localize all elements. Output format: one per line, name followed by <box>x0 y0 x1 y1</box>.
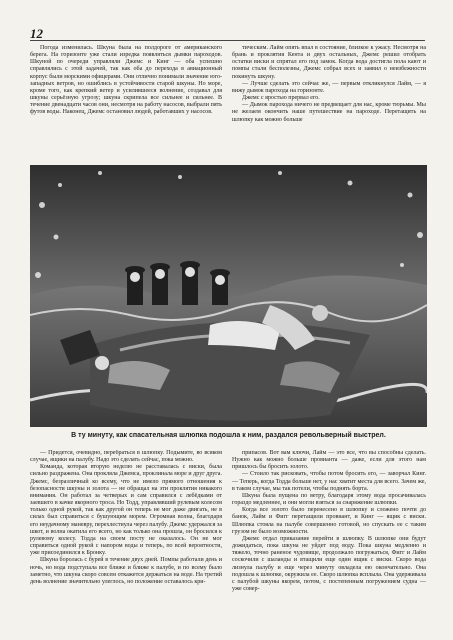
page-number: 12 <box>30 26 43 41</box>
paragraph: — Лучше сделать это сейчас же, — первым откликнулся Лайм, — я вижу дымок парохода на горизонте. <box>232 80 426 94</box>
lifeboat-scene-illustration <box>30 165 427 427</box>
header-rule <box>30 40 425 41</box>
text-column-bottom-left <box>30 450 222 626</box>
text-column-top-right <box>232 45 426 163</box>
paragraph: — Придется, очевидно, перебраться в шлюпку. Подымите, во всяком случае, ящики на палубу. Надо это сделать сейчас, пока можно. <box>30 450 222 464</box>
paragraph: тическим. Лайм опять впал в состояние, близкое к ужасу. Несмотря на брань и проклятия Кента и двух остальных, Джемс решил отобрать остатки виски и спрятал его под замок. Когда вода достигла пола кают и помпы стали бесполезны, Джемс собрал всех и заявил о неизбежности покинуть шкуну. <box>232 45 426 80</box>
text-column-bottom-right <box>232 450 426 626</box>
paragraph: Погода изменилась. Шкуна была на полдороге от американского берега. На горизонте уже стали изредка появляться дымки пароходов. Шкуной по очереди управляли Джемс и Кинг — оба успешно справлялись с этой задачей, так как оба до перехода в авиационный корпус были морскими офицерами. Они отлично понимали значение юго-западных ветров, но ошиблись в устойчивости старой шкуны. Но море, кроме того, как крепкий ветер и усилившееся волнение, создавал для шкуны серьёзную угрозу; шкуна скрипела все сильнее и сильнее. В течение двенадцати часов они, несмотря на работу насосов, выбрали пять футов воды. Наконец, Джемс остановил людей, работавших у насосов. <box>30 45 222 116</box>
paragraph: Когда все золото было перенесено в шлюпку и сложено почти до банок, Лайм и Фигг перетащили провиант, и Кинг — ящик с виски. Шлюпка стояла на палубе совершенно готовой, но спускать ее с таким грузом не было возможности. <box>232 507 426 535</box>
paragraph: Команда, которая вторую неделю не расставалась с виски, была сильно раздражена. Она прокляла Джемса, проклинала море и друг друга. Джемс, безразличный ко всему, что не имело прямого отношения к безопасности шкуны и золота — не обращал на эти проклятия никакого внимания. Он работал за четверых и сам справился с лебёдками от заевшего в качке якорного троса. Но Тодд, управлявший рулевым колесом только одной рукой, так как другой он теперь не мог даже двигать, не в силах был справиться с бушующим морем. Огромная волна, благодаря его неудачному маневру, перехлестнула через палубу. Джемс удержался за шкот, и волна окатила его всего, но как только она прошла, он бросился к рулевому колесу. Тодда на своем посту не оказалось. Он не мог справиться одной рукой с напором воды и теперь, по всей вероятности, уже присоединился к Бронку. <box>30 464 222 557</box>
paragraph: Джемс с яростью прервал его. <box>242 95 320 102</box>
paragraph: — Дымок парохода ничего не предвещает для нас, кроме тюрьмы. Мы не желаем окончить наше путешествие на пароходе. Перетащить на шлюпку как можно больше <box>232 102 426 123</box>
paragraph: Шкуна боролась с бурей в течение двух дней. Помпы работали день и ночь, но вода подступала все ближе и ближе к палубе, и по всему было заметно, что шкуна скоро совсем откажется держаться на воде. На третий день волнение значительно улеглось, но положение оставалось кри- <box>30 557 222 585</box>
paragraph: Джемс отдал приказание перейти в шлюпку. В шлюпке они будут дожидаться, пока шкуна не уйдет под воду. Пока шкуна медленно и тяжело, точно раненое чудовище, продолжало погружаться, Фигг и Лайм соскочили с шаланды и втащили еще один ящик с виски. Скоро вода лизнула палубу и еще через минуту овладела ею окончательно. Она подошла к шлюпке, окружила ее. Скоро шлюпка всплыла. Она удерживала с палубой шкуны якорем, потом, с постепенным погружением судна — уже совер- <box>232 535 426 592</box>
paragraph: Шкуна была пущена по ветру, благодаря этому вода просачивалась гораздо медленнее, и они могли взяться за снаряжение шлюпки. <box>232 492 426 507</box>
text-column-top-left <box>30 45 222 163</box>
paragraph: припасов. Вот вам ключи, Лайм — это все, что вы способны сделать. Нужно как можно больше провианта — даже, если для этого нам пришлось бы бросить золото. <box>232 450 426 471</box>
illustration-caption: В ту минуту, как спасательная шлюпка подошла к ним, раздался револьверный выстрел. <box>71 432 386 439</box>
paragraph: — Стоило так рисковать, чтобы потом бросить его, — заворчал Кинг. — Теперь, когда Тодда больше нет, у нас хватит места для всего. Зачем же, в таком случае, мы так потели, чтобы поднять борта. <box>232 471 426 492</box>
